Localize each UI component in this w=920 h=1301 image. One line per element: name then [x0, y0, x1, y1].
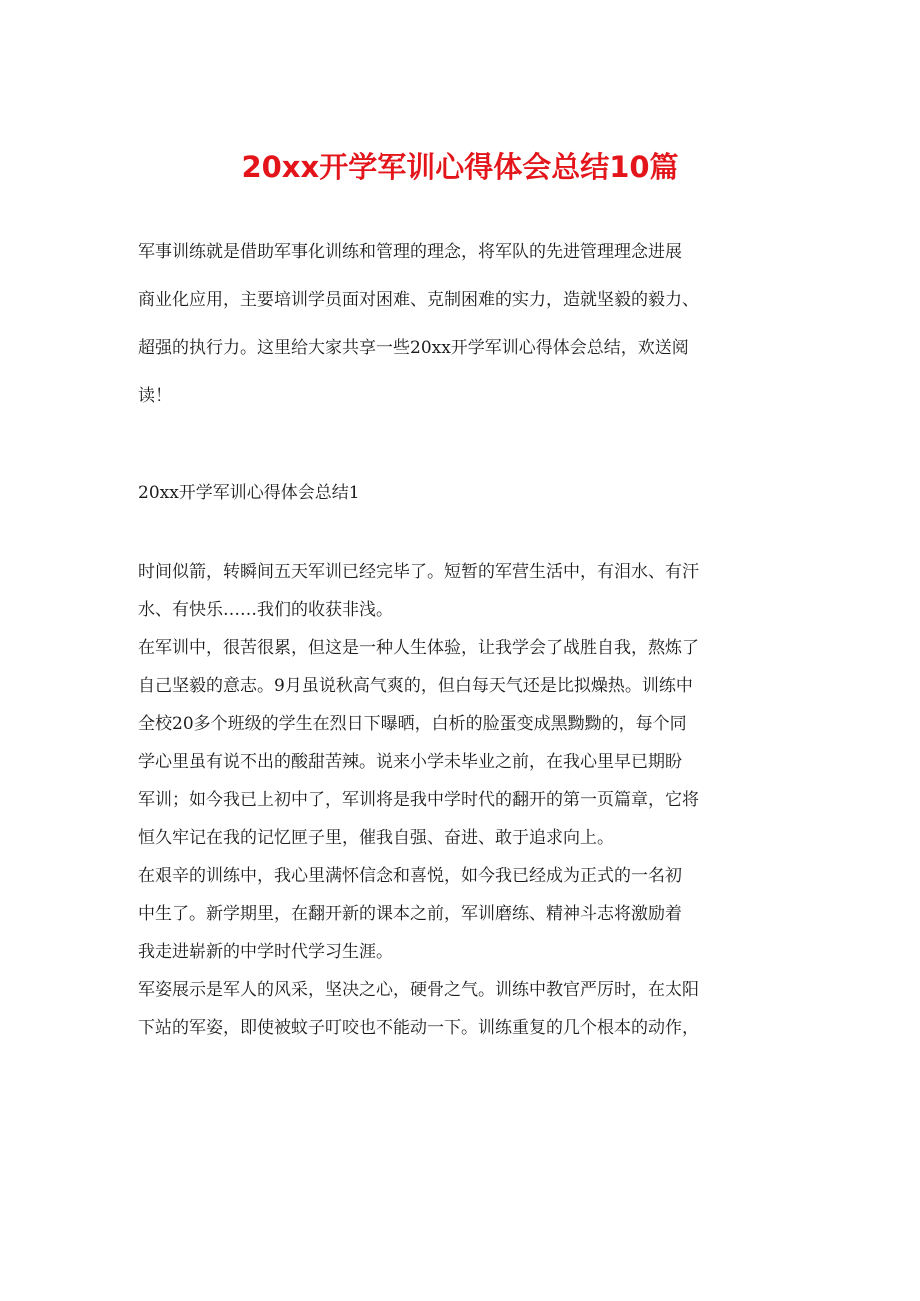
document-title: 20xx开学军训心得体会总结10篇: [241, 150, 679, 184]
body-line: 水、有快乐……我们的收获非浅。: [138, 600, 393, 620]
body-line: 全校20多个班级的学生在烈日下曝晒，白析的脸蛋变成黑黝黝的，每个同: [138, 714, 687, 734]
body-line: 在艰辛的训练中，我心里满怀信念和喜悦，如今我已经成为正式的一名初: [138, 866, 682, 886]
intro-paragraph: [138, 228, 798, 420]
body-line: 军姿展示是军人的风采，坚决之心，硬骨之气。训练中教官严厉时，在太阳: [138, 980, 699, 1000]
section-heading: 20xx开学军训心得体会总结1: [138, 483, 360, 503]
body-line: 我走进崭新的中学时代学习生涯。: [138, 942, 393, 962]
body-line: 恒久牢记在我的记忆匣子里，催我自强、奋进、敢于追求向上。: [138, 828, 614, 848]
intro-line: 商业化应用，主要培训学员面对困难、克制困难的实力，造就坚毅的毅力、: [138, 290, 699, 310]
body-line: 下站的军姿，即使被蚊子叮咬也不能动一下。训练重复的几个根本的动作，: [138, 1018, 699, 1038]
body-paragraph-3: [138, 857, 798, 971]
body-paragraph-2: [138, 629, 798, 857]
intro-line: 超强的执行力。这里给大家共享一些20xx开学军训心得体会总结，欢送阅: [138, 338, 689, 358]
body-line: 军训；如今我已上初中了，军训将是我中学时代的翻开的第一页篇章，它将: [138, 790, 699, 810]
section-body: [138, 553, 798, 1047]
intro-line: 读！: [138, 386, 172, 406]
body-line: 自己坚毅的意志。9月虽说秋高气爽的，但白每天气还是比拟燥热。训练中: [138, 676, 693, 696]
body-line: 在军训中，很苦很累，但这是一种人生体验，让我学会了战胜自我，熬炼了: [138, 638, 699, 658]
body-line: 中生了。新学期里，在翻开新的课本之前，军训磨练、精神斗志将激励着: [138, 904, 682, 924]
body-line: 学心里虽有说不出的酸甜苦辣。说来小学未毕业之前，在我心里早已期盼: [138, 752, 682, 772]
intro-line: 军事训练就是借助军事化训练和管理的理念，将军队的先进管理理念进展: [138, 242, 682, 262]
body-paragraph-1: [138, 553, 798, 629]
body-line: 时间似箭，转瞬间五天军训已经完毕了。短暂的军营生活中，有泪水、有汗: [138, 562, 699, 582]
body-paragraph-4: [138, 971, 798, 1047]
